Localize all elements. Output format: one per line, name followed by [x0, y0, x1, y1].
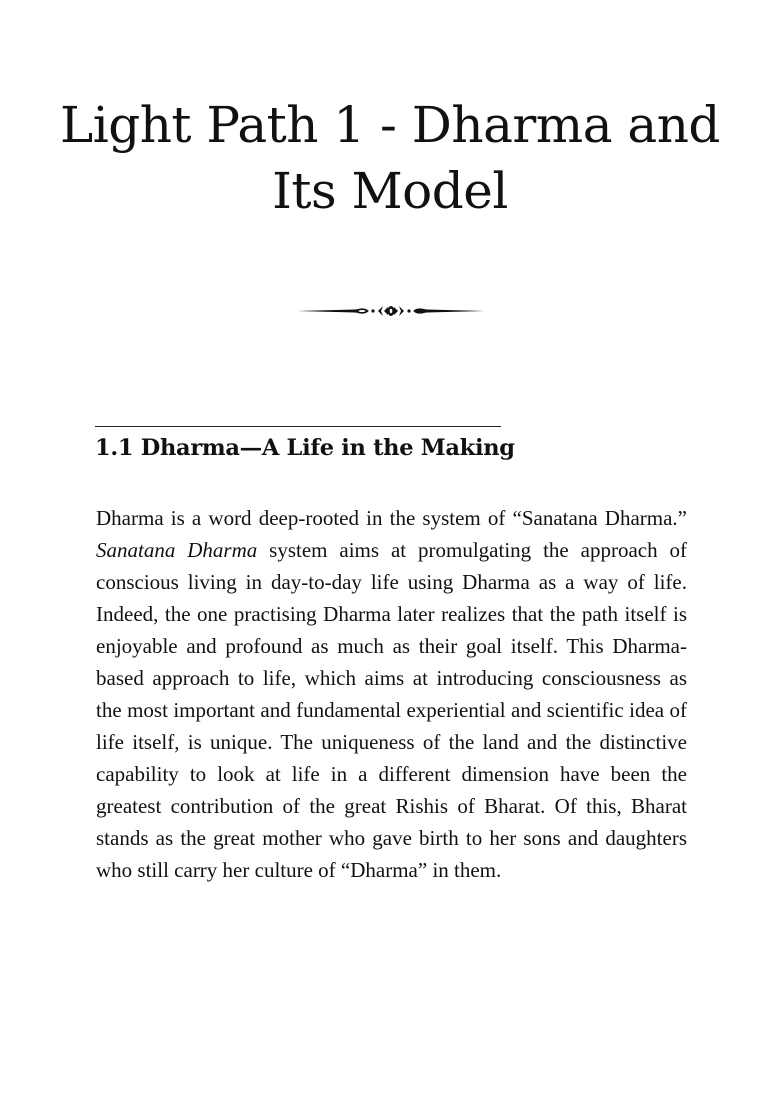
paragraph-rest: system aims at promulgating the approach of conscious living in day-to-day life using Dharma as a way of life. Indeed, the one practising Dharma later realizes that the path itself is enjoyable and profound as much as their goal itself. This Dharma-based approach to life, which aims at introducing consciousness as the most important and fundamental experiential and scientific idea of life itself, is unique. The uniqueness of the land and the distinctive capability to look at life in a different dimension have been the greatest contribution of the great Rishis of Bharat. Of this, Bharat stands as the great mother who gave birth to her sons and daughters who still carry her culture of “Dharma” in them.: [96, 538, 687, 882]
section-rule: [95, 426, 501, 427]
body-paragraph: [96, 502, 687, 886]
section-heading: 1.1 Dharma—A Life in the Making: [95, 435, 515, 461]
paragraph-lead: Dharma is a word deep-rooted in the system of “Sanatana Dharma.”: [96, 506, 687, 530]
chapter-title: Light Path 1 - Dharma and Its Model: [60, 96, 720, 220]
ornament-divider-icon: [295, 300, 487, 322]
paragraph-italic-term: Sanatana Dharma: [96, 538, 258, 562]
